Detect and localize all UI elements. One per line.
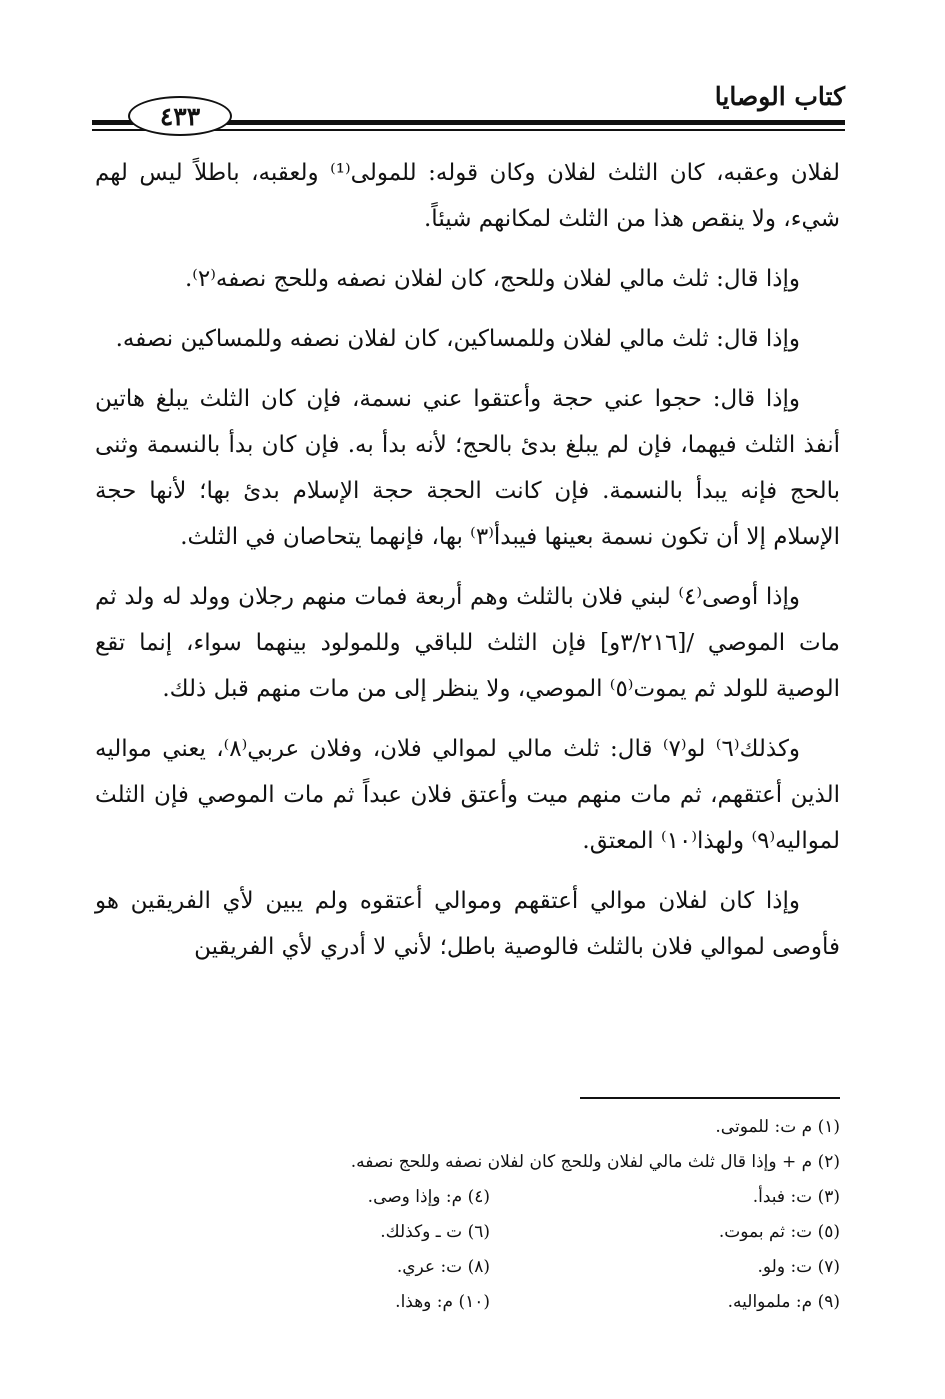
main-text bbox=[95, 150, 840, 984]
paragraph: وإذا قال: ثلث مالي لفلان وللمساكين، كان لفلان نصفه وللمساكين نصفه. bbox=[115, 326, 800, 352]
paragraph: وإذا أوصى⁽٤⁾ لبني فلان بالثلث وهم أربعة فمات منهم رجلان وولد له ولد ثم مات الموصي /[٣/٢١٦و] فإن الثلث للباقي وللمولود بينهما سواء، إنما تقع الوصية للولد ثم يموت⁽٥⁾ الموصي، ولا ينظر إلى من مات منهم قبل ذلك. bbox=[95, 584, 840, 702]
paragraph: وإذا قال: حجوا عني حجة وأعتقوا عني نسمة، فإن كان الثلث يبلغ هاتين أنفذ الثلث فيهما، فإن لم يبلغ بدئ بالحج؛ لأنه بدأ به. فإن كان بدأ بالنسمة وثنى بالحج فإنه يبدأ بالنسمة. فإن كانت الحجة حجة الإسلام بدئ بها؛ لأنها حجة الإسلام إلا أن تكون نسمة بعينها فيبدأ⁽٣⁾ بها، فإنهما يتحاصان في الثلث. bbox=[95, 386, 840, 550]
footnote: (١) م ت: للموتى. bbox=[715, 1117, 840, 1137]
footnote: (٦) ت ـ وكذلك. bbox=[380, 1222, 490, 1242]
footnote-separator bbox=[580, 1097, 840, 1099]
paragraph: وإذا كان لفلان موالي أعتقهم وموالي أعتقوه ولم يبين لأي الفريقين هو فأوصى لموالي فلان بالثلث فالوصية باطل؛ لأني لا أدري لأي الفريقين bbox=[95, 888, 840, 960]
footnote: (٣) ت: فبدأ. bbox=[752, 1187, 840, 1207]
paragraph: وإذا قال: ثلث مالي لفلان وللحج، كان لفلان نصفه وللحج نصفه⁽٢⁾. bbox=[184, 266, 800, 292]
paragraph: لفلان وعقبه، كان الثلث لفلان وكان قوله: للمولى⁽¹⁾ ولعقبه، باطلاً ليس لهم شيء، ولا ينقص هذا من الثلث لمكانهم شيئاً. bbox=[95, 160, 840, 232]
footnote: (٥) ت: ثم بموت. bbox=[718, 1222, 840, 1242]
paragraph: وكذلك⁽٦⁾ لو⁽٧⁾ قال: ثلث مالي لموالي فلان، وفلان عربي⁽٨⁾، يعني مواليه الذين أعتقهم، ثم مات منهم ميت وأعتق فلان عبداً ثم مات الموصي فإن الثلث لمواليه⁽٩⁾ ولهذا⁽١٠⁾ المعتق. bbox=[95, 736, 840, 854]
page-number-badge: ٤٣٣ bbox=[128, 96, 232, 136]
footnote: (٩) م: ملمواليه. bbox=[727, 1292, 840, 1312]
chapter-title: كتاب الوصايا bbox=[714, 82, 845, 111]
footnote: (٧) ت: ولو. bbox=[757, 1257, 840, 1277]
footnote: (٢) م + وإذا قال ثلث مالي لفلان وللحج كان لفلان نصفه وللحج نصفه. bbox=[350, 1152, 840, 1172]
footnote: (٤) م: وإذا وصى. bbox=[367, 1187, 490, 1207]
footnote: (٨) ت: عري. bbox=[396, 1257, 490, 1277]
footnote: (١٠) م: وهذا. bbox=[395, 1292, 490, 1312]
footnotes bbox=[95, 1110, 840, 1320]
